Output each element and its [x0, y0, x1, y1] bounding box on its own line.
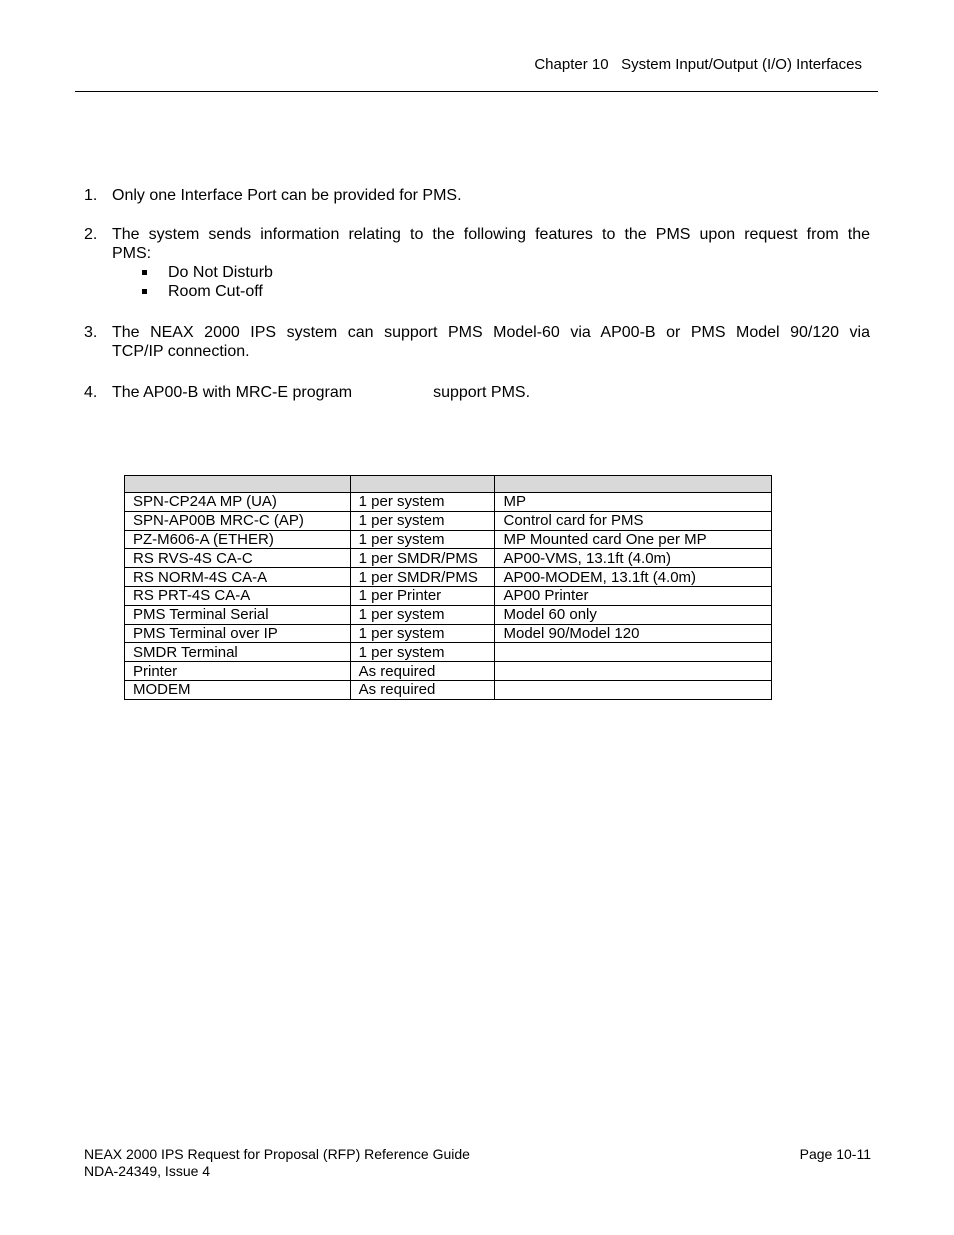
- table-cell: PZ-M606-A (ETHER): [125, 530, 351, 549]
- table-row: [125, 586, 772, 605]
- column-header: [350, 476, 495, 493]
- table-row: [125, 511, 772, 530]
- table-cell: 1 per system: [350, 643, 495, 662]
- item-number: 1.: [84, 187, 98, 204]
- table-cell: AP00-MODEM, 13.1ft (4.0m): [495, 568, 772, 587]
- header-divider: [75, 91, 878, 92]
- table-cell: [495, 662, 772, 681]
- bullet-item: Room Cut-off: [84, 282, 870, 301]
- table-cell: Model 60 only: [495, 605, 772, 624]
- table-row: [125, 549, 772, 568]
- item-number: 3.: [84, 324, 98, 341]
- table-cell: 1 per SMDR/PMS: [350, 568, 495, 587]
- table-cell: AP00-VMS, 13.1ft (4.0m): [495, 549, 772, 568]
- table-cell: 1 per system: [350, 530, 495, 549]
- item-text-after: support PMS.: [433, 384, 531, 401]
- table-row: [125, 530, 772, 549]
- item-text-line1: The system sends information relating to the following features to the PMS upon request from the: [112, 226, 870, 243]
- item-text-line1: The NEAX 2000 IPS system can support PMS Model-60 via AP00-B or PMS Model 90/120 via: [112, 324, 870, 341]
- table-cell: PMS Terminal Serial: [125, 605, 351, 624]
- bullet-item: Do Not Disturb: [84, 263, 870, 282]
- table-row: [125, 624, 772, 643]
- table-cell: RS NORM-4S CA-A: [125, 568, 351, 587]
- table-cell: RS PRT-4S CA-A: [125, 586, 351, 605]
- item-number: 2.: [84, 226, 98, 243]
- table-cell: PMS Terminal over IP: [125, 624, 351, 643]
- chapter-title: Chapter 10 System Input/Output (I/O) Interfaces: [534, 56, 862, 73]
- list-item-3: [84, 323, 870, 361]
- table-cell: MP Mounted card One per MP: [495, 530, 772, 549]
- table-row: [125, 605, 772, 624]
- item-text-before: The AP00-B with MRC-E program: [112, 384, 353, 401]
- table-cell: 1 per system: [350, 605, 495, 624]
- item-text: Only one Interface Port can be provided for PMS.: [112, 187, 462, 204]
- table-cell: AP00 Printer: [495, 586, 772, 605]
- table-cell: 1 per SMDR/PMS: [350, 549, 495, 568]
- table-cell: As required: [350, 680, 495, 699]
- table-cell: Control card for PMS: [495, 511, 772, 530]
- table-cell: MODEM: [125, 680, 351, 699]
- table-row: [125, 680, 772, 699]
- list-item-4: [84, 383, 870, 402]
- bullet-square-icon: [142, 270, 147, 275]
- table-row: [125, 568, 772, 587]
- table-cell: SPN-AP00B MRC-C (AP): [125, 511, 351, 530]
- bullet-square-icon: [142, 289, 147, 294]
- page-footer-left: [84, 1146, 470, 1180]
- list-item-1: [84, 186, 870, 205]
- table-cell: SMDR Terminal: [125, 643, 351, 662]
- table-row: [125, 643, 772, 662]
- table-cell: [495, 680, 772, 699]
- table-row: [125, 493, 772, 512]
- item-number: 4.: [84, 384, 98, 401]
- item-text-line2: PMS:: [112, 245, 152, 262]
- feature-bullet-list: [84, 263, 870, 301]
- table-header-row: [125, 476, 772, 493]
- column-header: [125, 476, 351, 493]
- table-cell: Printer: [125, 662, 351, 681]
- table-cell: 1 per Printer: [350, 586, 495, 605]
- table-cell: RS RVS-4S CA-C: [125, 549, 351, 568]
- page-number: Page 10-11: [799, 1146, 871, 1162]
- list-item-2: [84, 225, 870, 301]
- table-row: [125, 662, 772, 681]
- table-cell: 1 per system: [350, 493, 495, 512]
- document-number: NDA-24349, Issue 4: [84, 1163, 211, 1179]
- document-title: NEAX 2000 IPS Request for Proposal (RFP) Reference Guide: [84, 1146, 470, 1162]
- table-cell: MP: [495, 493, 772, 512]
- equipment-table: [124, 475, 772, 700]
- table-cell: SPN-CP24A MP (UA): [125, 493, 351, 512]
- item-text-line2: TCP/IP connection.: [112, 343, 250, 360]
- table-cell: 1 per system: [350, 624, 495, 643]
- table-cell: [495, 643, 772, 662]
- column-header: [495, 476, 772, 493]
- table-cell: As required: [350, 662, 495, 681]
- table-cell: 1 per system: [350, 511, 495, 530]
- table-cell: Model 90/Model 120: [495, 624, 772, 643]
